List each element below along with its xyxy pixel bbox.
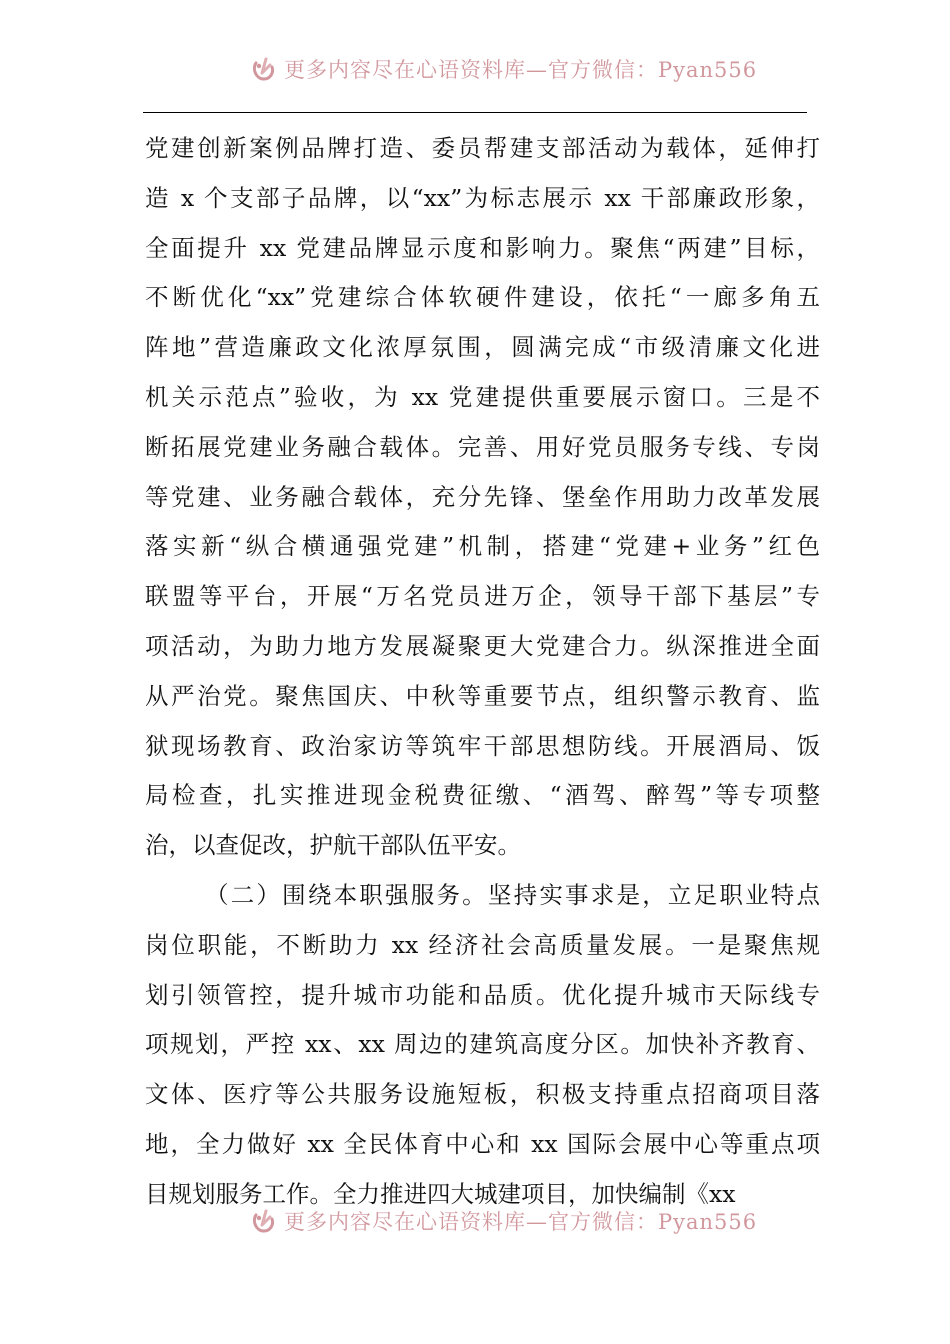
text-line: 联盟等平台，开展“万名党员进万企，领导干部下基层”专 [145, 582, 820, 611]
paragraph [145, 871, 820, 1220]
text-line: （二）围绕本职强服务。坚持实事求是，立足职业特点 [205, 880, 820, 909]
text-line: 从严治党。聚焦国庆、中秋等重要节点，组织警示教育、监 [145, 681, 820, 710]
text-line: 党建创新案例品牌打造、委员帮建支部活动为载体，延伸打 [145, 134, 820, 162]
text-line: 断拓展党建业务融合载体。完善、用好党员服务专线、专岗 [145, 432, 820, 461]
text-line: 岗位职能，不断助力 xx 经济社会高质量发展。一是聚焦规 [145, 930, 820, 959]
footer-watermark [250, 1204, 757, 1238]
text-line: 机关示范点”验收，为 xx 党建提供重要展示窗口。三是不 [145, 382, 820, 411]
document-body [145, 124, 820, 1220]
text-line: 局检查，扎实推进现金税费征缴、“酒驾、醉驾”等专项整 [145, 781, 820, 810]
watermark-logo-icon [250, 55, 278, 83]
text-line: 全面提升 xx 党建品牌显示度和影响力。聚焦“两建”目标， [145, 233, 820, 262]
watermark-logo-icon [250, 1207, 278, 1235]
header-divider [143, 112, 807, 113]
text-line: 落实新“纵合横通强党建”机制，搭建“党建+业务”红色 [145, 532, 820, 561]
header-watermark [250, 52, 757, 86]
text-line: 不断优化“xx”党建综合体软硬件建设，依托“一廊多角五 [145, 283, 820, 312]
text-line: 目规划服务工作。全力推进四大城建项目，加快编制《xx [145, 1179, 736, 1208]
paragraph [145, 124, 820, 871]
text-line: 造 x 个支部子品牌，以“xx”为标志展示 xx 干部廉政形象， [145, 183, 820, 212]
text-line: 项规划，严控 xx、xx 周边的建筑高度分区。加快补齐教育、 [145, 1030, 820, 1059]
text-line: 治，以查促改，护航干部队伍平安。 [145, 831, 521, 860]
text-line: 划引领管控，提升城市功能和品质。优化提升城市天际线专 [145, 980, 820, 1009]
text-line: 狱现场教育、政治家访等筑牢干部思想防线。开展酒局、饭 [145, 731, 820, 760]
watermark-text: 更多内容尽在心语资料库—官方微信：Pyan556 [284, 58, 758, 82]
watermark-text: 更多内容尽在心语资料库—官方微信：Pyan556 [284, 1210, 758, 1234]
text-line: 地，全力做好 xx 全民体育中心和 xx 国际会展中心等重点项 [145, 1129, 820, 1158]
text-line: 阵地”营造廉政文化浓厚氛围，圆满完成“市级清廉文化进 [145, 333, 820, 362]
text-line: 文体、医疗等公共服务设施短板，积极支持重点招商项目落 [145, 1080, 820, 1109]
text-line: 等党建、业务融合载体，充分先锋、堡垒作用助力改革发展 [145, 482, 820, 511]
text-line: 项活动，为助力地方发展凝聚更大党建合力。纵深推进全面 [145, 631, 820, 660]
